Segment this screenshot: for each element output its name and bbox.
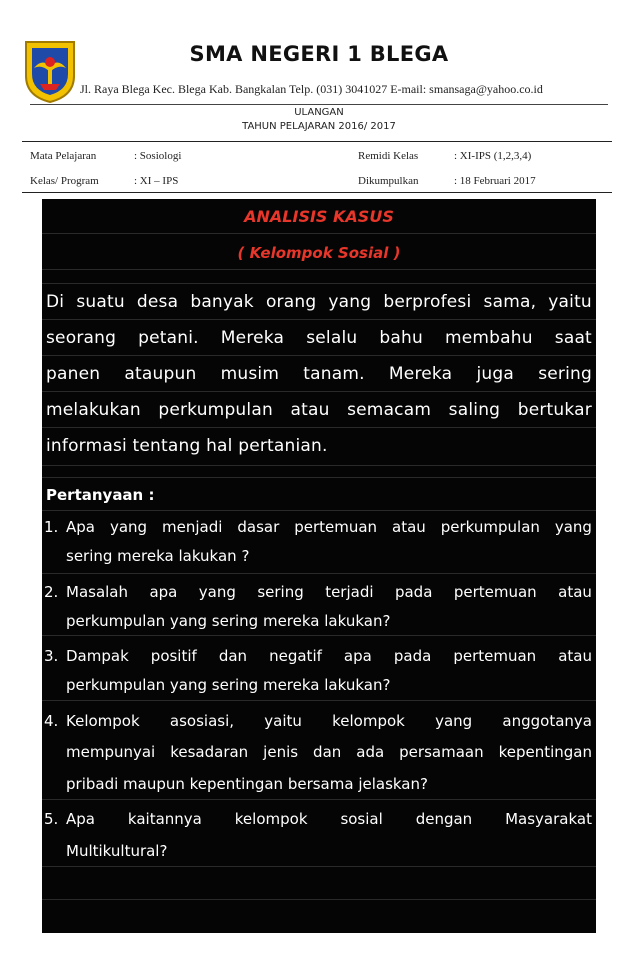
row-divider (42, 427, 596, 428)
header-divider (30, 104, 608, 105)
remedial-value: : XI-IPS (1,2,3,4) (454, 150, 532, 162)
subject-label: Mata Pelajaran (30, 150, 97, 162)
class-label: Kelas/ Program (30, 175, 99, 187)
due-value: : 18 Februari 2017 (454, 175, 536, 187)
question-number: 4. (44, 712, 59, 730)
question-text-line: perkumpulan yang sering mereka lakukan? (66, 676, 391, 694)
case-text-line: panen ataupun musim tanam. Mereka juga sering (46, 364, 592, 384)
question-text-line: Dampak positif dan negatif apa pada pertemuan atau (66, 647, 592, 665)
question-text-line: Multikultural? (66, 842, 168, 860)
school-name: SMA NEGERI 1 BLEGA (189, 42, 449, 66)
row-divider (42, 899, 596, 900)
due-label: Dikumpulkan (358, 175, 419, 187)
row-divider (42, 510, 596, 511)
question-text-line: Masalah apa yang sering terjadi pada pertemuan atau (66, 583, 592, 601)
class-value: : XI – IPS (134, 175, 179, 187)
subject-value: : Sosiologi (134, 150, 182, 162)
question-number: 3. (44, 647, 59, 665)
case-box (42, 199, 596, 933)
exam-year: TAHUN PELAJARAN 2016/ 2017 (242, 121, 396, 132)
case-text-line: seorang petani. Mereka selalu bahu membahu saat (46, 328, 592, 348)
case-subheading: ( Kelompok Sosial ) (237, 244, 401, 262)
row-divider (42, 866, 596, 867)
question-number: 5. (44, 810, 59, 828)
question-text-line: Apa yang menjadi dasar pertemuan atau perkumpulan yang (66, 518, 592, 536)
row-divider (42, 573, 596, 574)
row-divider (42, 391, 596, 392)
row-divider (42, 799, 596, 800)
school-address: Jl. Raya Blega Kec. Blega Kab. Bangkalan Telp. (031) 3041027 E-mail: smansaga@yahoo.co.id (80, 82, 543, 96)
row-divider (42, 465, 596, 466)
question-text-line: Apa kaitannya kelompok sosial dengan Masyarakat (66, 810, 592, 828)
info-bottom-divider (22, 192, 612, 193)
info-top-divider (22, 141, 612, 142)
row-divider (42, 700, 596, 701)
case-text-line: Di suatu desa banyak orang yang berprofesi sama, yaitu (46, 292, 592, 312)
question-number: 1. (44, 518, 59, 536)
questions-label: Pertanyaan : (46, 486, 155, 504)
row-divider (42, 635, 596, 636)
row-divider (42, 355, 596, 356)
exam-title: ULANGAN (294, 107, 344, 118)
row-divider (42, 283, 596, 284)
question-number: 2. (44, 583, 59, 601)
question-text-line: Kelompok asosiasi, yaitu kelompok yang anggotanya (66, 712, 592, 730)
case-text-line: melakukan perkumpulan atau semacam saling bertukar (46, 400, 592, 420)
remedial-label: Remidi Kelas (358, 150, 419, 162)
case-heading: ANALISIS KASUS (244, 207, 394, 226)
row-divider (42, 319, 596, 320)
question-text-line: mempunyai kesadaran jenis dan ada persamaan kepentingan (66, 743, 592, 761)
question-text-line: pribadi maupun kepentingan bersama jelaskan? (66, 775, 428, 793)
row-divider (42, 269, 596, 270)
question-text-line: perkumpulan yang sering mereka lakukan? (66, 612, 391, 630)
row-divider (42, 233, 596, 234)
case-text-line: informasi tentang hal pertanian. (46, 436, 328, 456)
question-text-line: sering mereka lakukan ? (66, 547, 250, 565)
row-divider (42, 477, 596, 478)
